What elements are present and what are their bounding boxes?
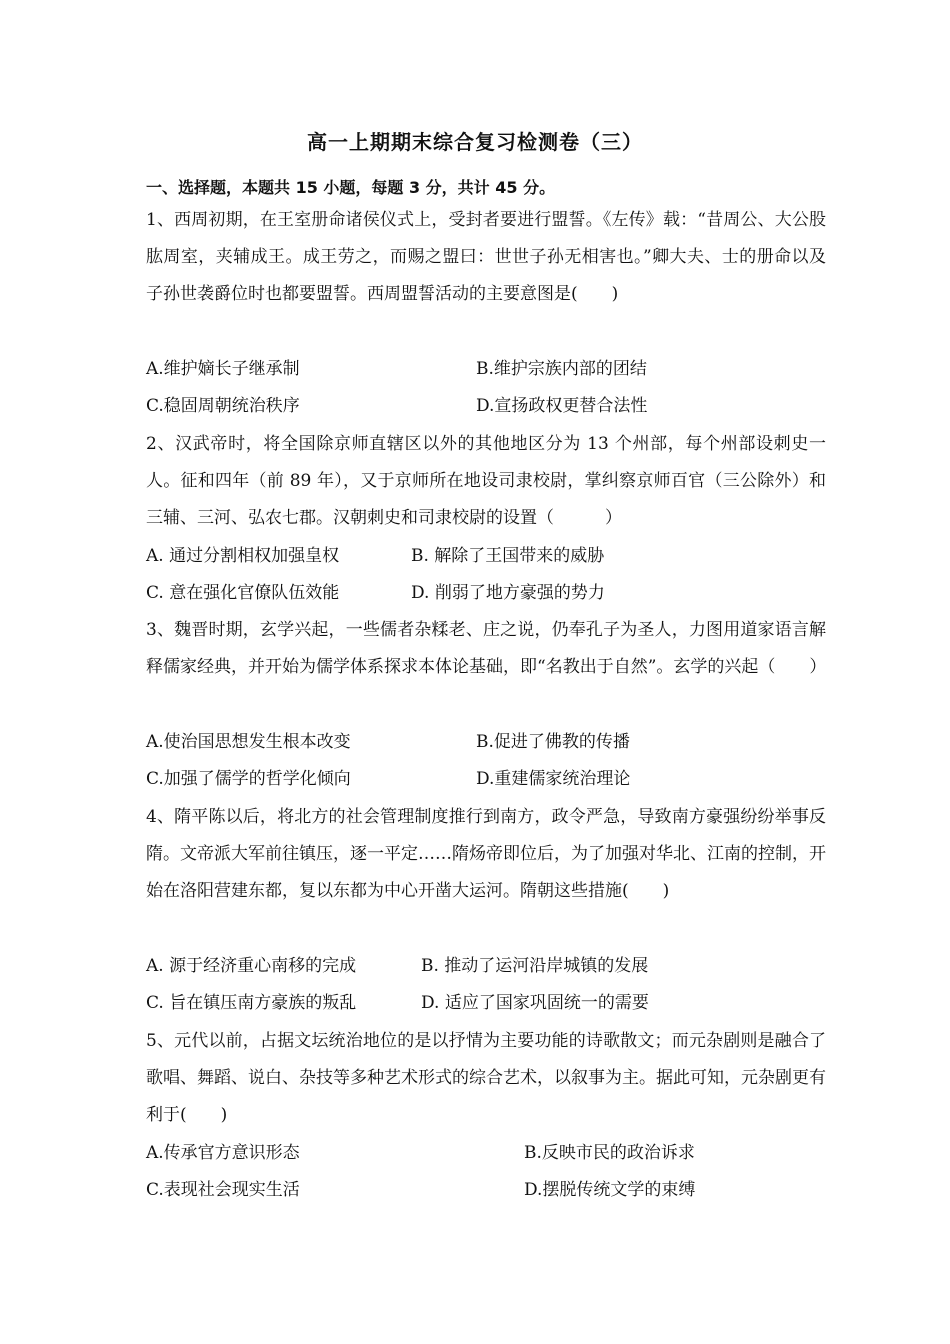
question-3-option-b: B.促进了佛教的传播 xyxy=(476,732,630,752)
question-4-text: 4、隋平陈以后，将北方的社会管理制度推行到南方，政令严急，导致南方豪强纷纷举事反隋。文帝派大军前往镇压，逐一平定……隋炀帝即位后，为了加强对华北、江南的控制，开始在洛阳营建东都，复以东都为中心开凿大运河。隋朝这些措施( ) xyxy=(146,807,826,902)
question-2-option-b: B. 解除了王国带来的威胁 xyxy=(411,546,605,566)
question-3-option-a: A.使治国思想发生根本改变 xyxy=(146,732,351,752)
question-4-option-d: D. 适应了国家巩固统一的需要 xyxy=(421,993,649,1014)
question-5-option-b: B.反映市民的政治诉求 xyxy=(524,1143,695,1163)
page-title: 高一上期期末综合复习检测卷（三） xyxy=(307,130,643,154)
question-1-option-a: A.维护嫡长子继承制 xyxy=(146,359,300,379)
question-1-text: 1、西周初期，在王室册命诸侯仪式上，受封者要进行盟誓。《左传》载：“昔周公、大公股肱周室，夹辅成王。成王劳之，而赐之盟曰：世世子孙无相害也。”卿大夫、士的册命以及子孙世袭爵位时也都要盟誓。西周盟誓活动的主要意图是( ) xyxy=(146,210,826,305)
question-2-option-d: D. 削弱了地方豪强的势力 xyxy=(411,583,605,604)
question-5-options xyxy=(146,1135,826,1209)
question-5-option-d: D.摆脱传统文学的束缚 xyxy=(524,1180,696,1201)
question-4-option-a: A. 源于经济重心南移的完成 xyxy=(146,956,357,976)
question-2-option-a: A. 通过分割相权加强皇权 xyxy=(146,546,340,566)
question-4-option-b: B. 推动了运河沿岸城镇的发展 xyxy=(421,956,649,976)
question-2-options xyxy=(146,538,826,612)
question-5-option-a: A.传承官方意识形态 xyxy=(146,1143,300,1163)
question-5-text: 5、元代以前，占据文坛统治地位的是以抒情为主要功能的诗歌散文；而元杂剧则是融合了歌唱、舞蹈、说白、杂技等多种艺术形式的综合艺术，以叙事为主。据此可知，元杂剧更有利于( ) xyxy=(146,1031,826,1126)
question-3-text: 3、魏晋时期，玄学兴起，一些儒者杂糅老、庄之说，仍奉孔子为圣人，力图用道家语言解释儒家经典，并开始为儒学体系探求本体论基础，即“名教出于自然”。玄学的兴起（ ） xyxy=(146,620,827,678)
question-3-options xyxy=(146,724,826,798)
question-1-option-c: C.稳固周朝统治秩序 xyxy=(146,396,300,417)
question-3-option-d: D.重建儒家统治理论 xyxy=(476,769,631,790)
question-1-option-b: B.维护宗族内部的团结 xyxy=(476,359,647,379)
question-4-options xyxy=(146,948,826,1022)
question-2-option-c: C. 意在强化官僚队伍效能 xyxy=(146,583,340,604)
section-header: 一、选择题，本题共 15 小题，每题 3 分，共计 45 分。 xyxy=(146,178,556,197)
question-3-option-c: C.加强了儒学的哲学化倾向 xyxy=(146,769,351,790)
question-1-options xyxy=(146,351,826,425)
question-4-option-c: C. 旨在镇压南方豪族的叛乱 xyxy=(146,993,357,1014)
question-1-option-d: D.宣扬政权更替合法性 xyxy=(476,396,648,417)
question-2-text: 2、汉武帝时，将全国除京师直辖区以外的其他地区分为 13 个州部，每个州部设刺史一人。征和四年（前 89 年），又于京师所在地设司隶校尉，掌纠察京师百官（三公除外）和三辅、三河、弘农七郡。汉朝刺史和司隶校尉的设置（ ） xyxy=(146,434,826,529)
question-5-option-c: C.表现社会现实生活 xyxy=(146,1180,300,1201)
